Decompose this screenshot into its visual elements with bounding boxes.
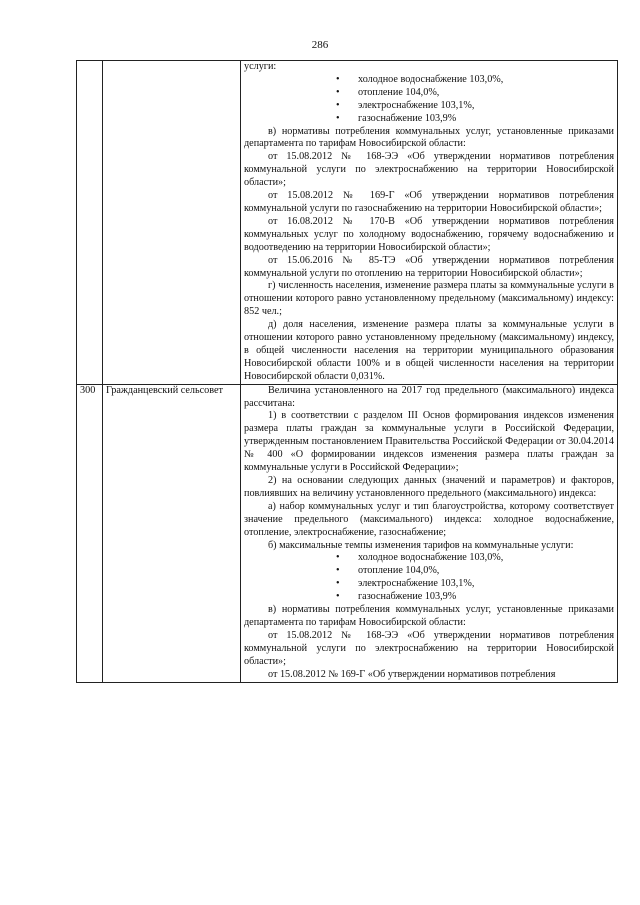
document-table [76, 60, 618, 683]
tariff-list [244, 74, 614, 126]
paragraph: а) набор коммунальных услуг и тип благоустройства, которому соответствует значение предельного (максимального) индекса: холодное водоснабжение, отопление, электроснабжение, газоснабжение; [244, 500, 614, 538]
paragraph: услуги: [244, 61, 277, 72]
municipality-name: Гражданцевский сельсовет [103, 384, 241, 682]
list-item: • отопление 104,0%, [244, 565, 614, 578]
paragraph: Величина установленного на 2017 год предельного (максимального) индекса рассчитана: [244, 384, 614, 409]
paragraph: от 15.08.2012 № 169-Г «Об утверждении нормативов потребления коммунальной услуги по газоснабжению на территории Новосибирской области»; [244, 190, 614, 214]
tariff-list [244, 552, 614, 604]
municipality-name [103, 61, 241, 385]
list-item: • электроснабжение 103,1%, [244, 100, 614, 113]
paragraph: б) максимальные темпы изменения тарифов на коммунальные услуги: [268, 539, 574, 551]
paragraph: д) доля населения, изменение размера платы за коммунальные услуги в отношении которого равно установленному предельному (максимальному) индексу, в общей численности населения на территории муниципального образования Новосибирской области 100% и в общей численности населения на территории Новосибирской области 0,031%. [244, 319, 614, 382]
list-item: • электроснабжение 103,1%, [244, 578, 614, 591]
row-content [241, 384, 618, 682]
paragraph: от 15.06.2016 № 85-ТЭ «Об утверждении нормативов потребления коммунальной услуги по отоплению на территории Новосибирской области»; [244, 254, 614, 279]
paragraph: г) численность населения, изменение размера платы за коммунальные услуги в отношении которого равно установленному предельному (максимальному) индексу: 852 чел.; [244, 280, 614, 318]
paragraph: 2) на основании следующих данных (значений и параметров) и факторов, повлиявших на величину установленного предельного (максимального) индекса: [244, 475, 614, 499]
paragraph: от 15.08.2012 № 168-ЭЭ «Об утверждении нормативов потребления коммунальной услуги по электроснабжению на территории Новосибирской области»; [244, 151, 614, 189]
row-content [241, 61, 618, 385]
table-row [77, 384, 618, 682]
paragraph: 1) в соответствии с разделом III Основ формирования индексов изменения размера платы граждан за коммунальные услуги в Российской Федерации, утвержденным постановлением Правительства Российской Федерации от 30.04.2014 № 400 «О формировании индексов изменения размера платы граждан за коммунальные услуги в Российской Федерации»; [244, 410, 614, 474]
paragraph: от 15.08.2012 № 169-Г «Об утверждении нормативов потребления [268, 668, 556, 680]
list-item: • холодное водоснабжение 103,0%, [244, 74, 614, 87]
list-item: • газоснабжение 103,9% [244, 113, 614, 126]
page-number: 286 [311, 39, 329, 51]
paragraph: от 15.08.2012 № 168-ЭЭ «Об утверждении нормативов потребления коммунальной услуги по электроснабжению на территории Новосибирской области»; [244, 629, 614, 667]
row-number: 300 [77, 384, 103, 682]
paragraph: в) нормативы потребления коммунальных услуг, установленные приказами департамента по тарифам Новосибирской области: [244, 604, 614, 628]
table-row [77, 61, 618, 385]
row-number [77, 61, 103, 385]
paragraph: от 16.08.2012 № 170-В «Об утверждении нормативов потребления коммунальных услуг по холодному водоснабжению, горячему водоснабжению и водоотведению на территории Новосибирской области»; [244, 215, 614, 253]
paragraph: в) нормативы потребления коммунальных услуг, установленные приказами департамента по тарифам Новосибирской области: [244, 125, 614, 150]
list-item: • газоснабжение 103,9% [244, 591, 614, 604]
list-item: • холодное водоснабжение 103,0%, [244, 552, 614, 565]
list-item: • отопление 104,0%, [244, 87, 614, 100]
